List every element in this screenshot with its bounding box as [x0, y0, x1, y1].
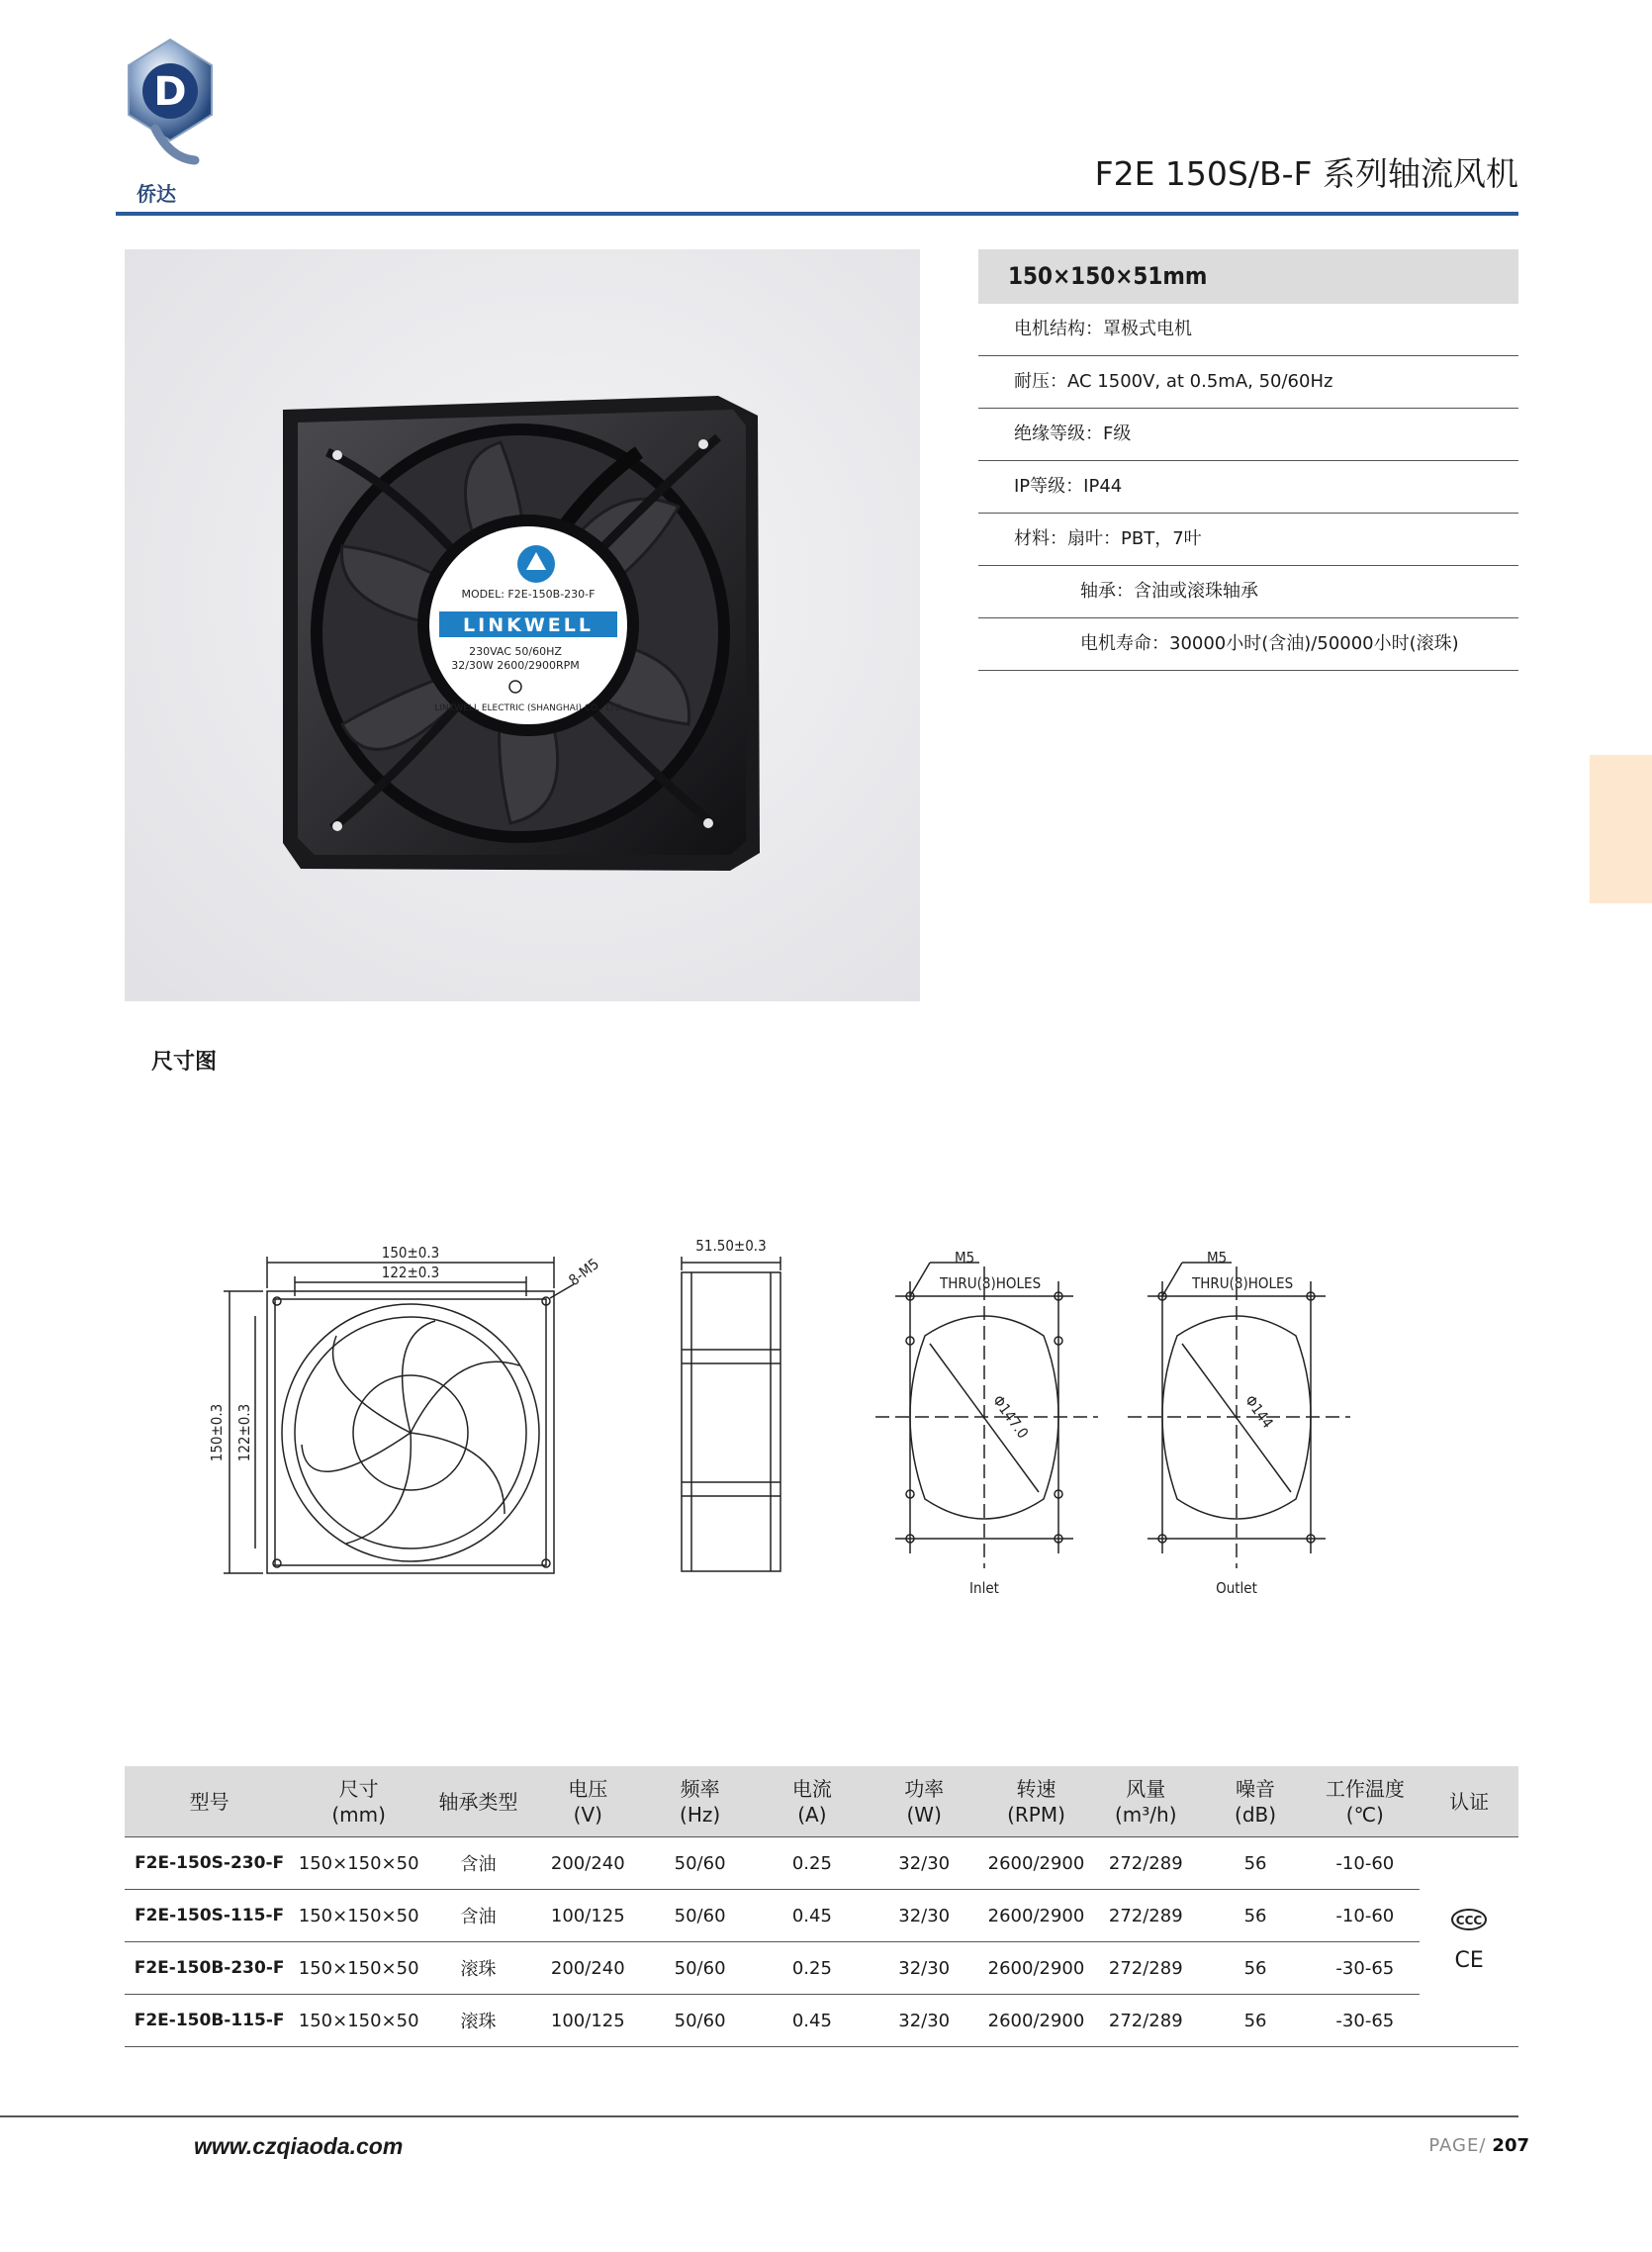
footer-rule	[0, 2115, 1518, 2117]
table-header-row	[125, 1766, 1518, 1837]
outlet-note-1: M5	[1207, 1249, 1228, 1267]
website-link[interactable]: www.czqiaoda.com	[194, 2133, 404, 2159]
page-title: F2E 150S/B-F 系列轴流风机	[1094, 154, 1518, 193]
cell-size: 150×150×50	[294, 1837, 423, 1890]
label-model: MODEL: F2E-150B-230-F	[461, 588, 596, 601]
cell-frequency: 50/60	[643, 1995, 758, 2047]
cell-voltage: 200/240	[533, 1942, 643, 1995]
cell-speed: 2600/2900	[981, 1837, 1091, 1890]
cell-airflow: 272/289	[1091, 1890, 1201, 1942]
th-bearing: 轴承类型	[423, 1766, 533, 1837]
table-row	[125, 1890, 1518, 1942]
spec-row-life: 电机寿命：30000小时(含油)/50000小时(滚珠)	[978, 618, 1518, 671]
cell-certification	[1420, 1837, 1518, 2047]
dim-inner-top: 122±0.3	[381, 1264, 440, 1281]
dim-holes: 8-M5	[565, 1255, 603, 1290]
label-line2: 32/30W 2600/2900RPM	[451, 659, 580, 672]
cell-airflow: 272/289	[1091, 1995, 1201, 2047]
spec-table	[125, 1766, 1518, 2047]
page-label: PAGE/	[1428, 2135, 1487, 2156]
spec-row-ip: IP等级：IP44	[978, 461, 1518, 514]
ccc-icon	[1420, 1907, 1518, 1944]
spec-row-insulation: 绝缘等级：F级	[978, 409, 1518, 461]
th-power: 功率 (W)	[867, 1766, 981, 1837]
th-model: 型号	[125, 1766, 294, 1837]
cell-bearing: 滚珠	[423, 1995, 533, 2047]
cell-voltage: 100/125	[533, 1995, 643, 2047]
outlet-dia: Φ144	[1240, 1391, 1277, 1432]
label-line1: 230VAC 50/60HZ	[469, 645, 562, 658]
th-size: 尺寸 (mm)	[294, 1766, 423, 1837]
drawings-svg	[178, 1227, 1444, 1613]
table-row	[125, 1837, 1518, 1890]
cell-model: F2E-150B-230-F	[125, 1942, 294, 1995]
cell-frequency: 50/60	[643, 1890, 758, 1942]
svg-text:D: D	[153, 69, 187, 115]
cell-speed: 2600/2900	[981, 1942, 1091, 1995]
section-label: 尺寸图	[151, 1050, 218, 1075]
company-logo	[111, 30, 229, 206]
th-airflow: 风量 (m³/h)	[1091, 1766, 1201, 1837]
table-row	[125, 1942, 1518, 1995]
cell-noise: 56	[1201, 1942, 1311, 1995]
cell-temperature: -30-65	[1310, 1995, 1420, 2047]
cell-power: 32/30	[867, 1837, 981, 1890]
cell-size: 150×150×50	[294, 1995, 423, 2047]
cell-size: 150×150×50	[294, 1890, 423, 1942]
dim-outer-top: 150±0.3	[381, 1244, 440, 1262]
cell-power: 32/30	[867, 1995, 981, 2047]
cell-voltage: 200/240	[533, 1837, 643, 1890]
spec-row-motor: 电机结构：罩极式电机	[978, 304, 1518, 356]
inlet-note-2: THRU(8)HOLES	[940, 1274, 1042, 1292]
product-photo	[125, 249, 920, 1001]
cell-bearing: 滚珠	[423, 1942, 533, 1995]
outlet-label: Outlet	[1216, 1579, 1257, 1597]
spec-heading: 150×150×51mm	[978, 249, 1518, 304]
logo-text: 侨达	[137, 182, 176, 206]
cell-bearing: 含油	[423, 1837, 533, 1890]
side-tab	[1590, 755, 1652, 903]
cell-power: 32/30	[867, 1890, 981, 1942]
ce-icon: CE	[1454, 1947, 1484, 1973]
table-row	[125, 1995, 1518, 2047]
fan-illustration	[125, 249, 920, 1001]
cell-noise: 56	[1201, 1837, 1311, 1890]
cell-temperature: -10-60	[1310, 1890, 1420, 1942]
cell-current: 0.45	[758, 1890, 868, 1942]
dimension-drawings	[178, 1227, 1444, 1613]
spec-row-bearing: 轴承：含油或滚珠轴承	[978, 566, 1518, 618]
svg-text:CCC: CCC	[1455, 1913, 1483, 1927]
dim-depth: 51.50±0.3	[695, 1237, 767, 1255]
th-temperature: 工作温度 (℃)	[1310, 1766, 1420, 1837]
cell-speed: 2600/2900	[981, 1890, 1091, 1942]
cell-temperature: -10-60	[1310, 1837, 1420, 1890]
inlet-note-1: M5	[955, 1249, 975, 1267]
cell-bearing: 含油	[423, 1890, 533, 1942]
logo-mark	[111, 30, 229, 203]
spec-panel	[978, 249, 1518, 671]
inlet-label: Inlet	[969, 1579, 999, 1597]
cell-frequency: 50/60	[643, 1837, 758, 1890]
label-maker: LINKWELL ELECTRIC (SHANGHAI) CO., LTD	[434, 704, 622, 713]
cell-airflow: 272/289	[1091, 1837, 1201, 1890]
cell-current: 0.25	[758, 1837, 868, 1890]
page-number	[1428, 2135, 1529, 2156]
cell-temperature: -30-65	[1310, 1942, 1420, 1995]
cell-size: 150×150×50	[294, 1942, 423, 1995]
cell-model: F2E-150S-115-F	[125, 1890, 294, 1942]
outlet-note-2: THRU(8)HOLES	[1192, 1274, 1294, 1292]
dim-outer-left: 150±0.3	[208, 1403, 226, 1462]
th-speed: 转速 (RPM)	[981, 1766, 1091, 1837]
th-current: 电流 (A)	[758, 1766, 868, 1837]
cell-noise: 56	[1201, 1890, 1311, 1942]
cell-model: F2E-150S-230-F	[125, 1837, 294, 1890]
cell-model: F2E-150B-115-F	[125, 1995, 294, 2047]
cell-speed: 2600/2900	[981, 1995, 1091, 2047]
side-view-frame	[682, 1272, 780, 1571]
cell-voltage: 100/125	[533, 1890, 643, 1942]
th-certification: 认证	[1420, 1766, 1518, 1837]
cell-power: 32/30	[867, 1942, 981, 1995]
page-number-value: 207	[1492, 2135, 1529, 2156]
th-frequency: 频率 (Hz)	[643, 1766, 758, 1837]
th-noise: 噪音 (dB)	[1201, 1766, 1311, 1837]
cell-airflow: 272/289	[1091, 1942, 1201, 1995]
cell-frequency: 50/60	[643, 1942, 758, 1995]
dim-inner-left: 122±0.3	[235, 1403, 253, 1462]
cell-current: 0.45	[758, 1995, 868, 2047]
cell-noise: 56	[1201, 1995, 1311, 2047]
cell-current: 0.25	[758, 1942, 868, 1995]
spec-row-voltage: 耐压：AC 1500V, at 0.5mA, 50/60Hz	[978, 356, 1518, 409]
label-brand: LINKWELL	[463, 614, 594, 636]
th-voltage: 电压 (V)	[533, 1766, 643, 1837]
spec-row-material: 材料：扇叶：PBT，7叶	[978, 514, 1518, 566]
header-rule	[116, 212, 1518, 216]
inlet-dia: Φ147.0	[988, 1391, 1033, 1443]
